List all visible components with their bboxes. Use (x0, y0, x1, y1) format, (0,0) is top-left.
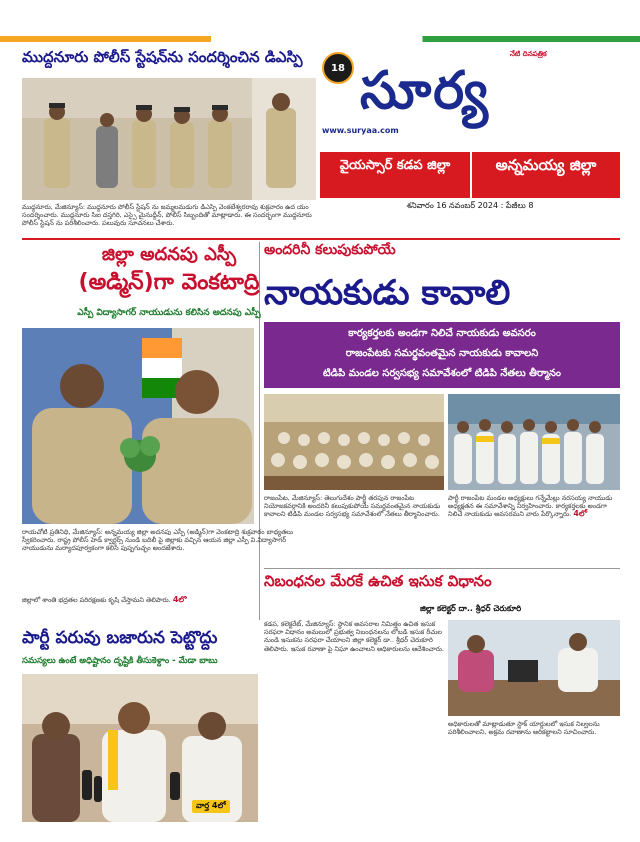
bottom-story-headline[interactable]: పార్టీ పరువు బజారున పెట్టొద్దు (22, 628, 218, 648)
main-story-kicker: అందరినీ కలుపుకుపోయే (264, 242, 396, 258)
continued-page-link[interactable]: వార్త 4లో (192, 800, 230, 813)
edition-label-annamayya: అన్నమయ్య జిల్లా (472, 152, 620, 198)
left-story-subhead: ఎస్పీ విద్యాసాగర్ నాయుడును కలిసిన అదనపు ఎస్పీ (77, 308, 261, 318)
sand-story-byline: జిల్లా కలెక్టర్ దా.. శ్రీధర్ చెరుకూరి (420, 604, 522, 613)
continued-page-link[interactable]: 4లో (172, 596, 187, 604)
press-meet-photo (22, 674, 258, 822)
main-story-body-left: రాజంపేట, మేజిన్యూస్: తెలుగుదేశం పార్టీ తరపున రాజంపేట నియోజకవర్గానికి అందరినీ కలుపుకుపోయే సమర్థవంతమైన నాయకుడు కావాలని టిడిపి మండల సర్వసభ్య సమావేశంలో నేతలు తీర్మానించారు. (264, 494, 441, 519)
main-story-body-right-container (448, 494, 620, 570)
lead-story-photo (22, 78, 316, 200)
left-story-headline-line2[interactable]: (అడ్మిన్)గా వెంకటాద్రి (78, 270, 260, 295)
main-story-headline[interactable]: నాయకుడు కావాలి (264, 273, 511, 313)
dateline: శనివారం 16 నవంబర్ 2024 : పేజీలు 8 (406, 201, 534, 210)
left-story-headline-line1[interactable]: జిల్లా అదనపు ఎస్పీ (101, 244, 237, 265)
main-story-highlights (264, 322, 620, 388)
left-story-photo (22, 328, 254, 524)
main-story-body-right: పార్టీ రాజంపేట మండల అధ్యక్షులు గన్నేమేల్లు నరసయ్య నాయుడు అధ్యక్షతన ఈ సమావేశాన్ని నిర్వహించారు. కార్యకర్తలకు అండగా నిలిచే నాయకుడు అవసరమని వారు పేర్కొన్నారు. (448, 494, 613, 519)
continued-page-link[interactable]: 4లో (573, 509, 588, 519)
section-divider (264, 568, 620, 569)
masthead-tagline: నేటి దినపత్రిక (510, 50, 547, 58)
officers-greeting-illustration (22, 328, 254, 524)
meeting-hall-illustration (264, 394, 444, 490)
highlight-line: రాజంపేటకు సమర్థవంతమైన నాయకుడు కావాలని (345, 348, 539, 359)
party-leaders-photo (448, 394, 620, 490)
top-color-rule (0, 36, 640, 42)
section-divider (22, 238, 620, 240)
highlight-line: కార్యకర్తలకు అండగా నిలిచే నాయకుడు అవసరం (348, 328, 536, 339)
highlight-line: టిడిపి మండల సర్వసభ్య సమావేశంలో టిడిపి నేతలు తీర్మానం (323, 368, 561, 379)
edition-label-kadapa: వైయస్సార్ కడప జిల్లా (320, 152, 470, 198)
collector-meeting-illustration (448, 620, 620, 716)
bottom-story-subhead: సమస్యలు ఉంటే అధిష్టానం దృష్టికి తీసుకెళ్దాం - మేడా బాబు (22, 656, 218, 666)
party-leaders-illustration (448, 394, 620, 490)
lead-story-headline[interactable]: ముద్దనూరు పోలీస్ స్టేషన్‌ను సందర్శించిన డిఎస్పి (22, 48, 303, 66)
meeting-hall-photo (264, 394, 444, 490)
left-story-body-more: జిల్లాలో శాంతి భద్రతల పరిరక్షణకు కృషి చేస్తామని తెలిపారు. (22, 596, 171, 604)
police-visit-illustration (22, 78, 316, 200)
left-story-body: రాయచోటి ప్రతినిధి, మేజిన్యూస్: అన్నమయ్య జిల్లా అదనపు ఎస్పీ (అడ్మిన్)గా వెంకటాద్రి శుక్రవారం బాధ్యతలు స్వీకరించారు. రాష్ట్ర పోలీస్ హెడ్ క్వార్టర్స్ నుండి బదిలీ పై జిల్లాకు వచ్చిన ఆయన జిల్లా ఎస్పీ వి.విద్యాసాగర్ నాయుడును మర్యాదపూర్వకంగా కలిసి పుష్పగుచ్ఛం అందజేశారు. (22, 528, 294, 553)
collector-meeting-photo (448, 620, 620, 716)
sand-story-headline[interactable]: నిబంధనల మేరకే ఉచిత ఇసుక విధానం (264, 572, 492, 590)
masthead-logo[interactable]: సూర్య (360, 60, 490, 121)
sand-story-body: కడప, కలెక్టరేట్, మేజిన్యూస్: స్థానిక అవసరాల నిమిత్తం ఉచిత ఇసుక సరఫరా విధానం అమలులో ప్రభుత్వ నిబంధనలను లోబడి ఇసుక రీచుల నుండి ఇసుకను సరఫరా చేయాలని జిల్లా కలెక్టర్ డా.. శ్రీధర్ చెరుకూరి తెలిపారు. ఇసుక రవాణా పై నిఘా ఉంచాలని అధికారులను ఆదేశించారు. (264, 620, 444, 653)
website-link[interactable]: www.suryaa.com (322, 126, 399, 135)
lead-story-caption: ముద్దనూరు, మేజిన్యూస్: ముద్దనూరు పోలీస్ స్టేషన్ ను జమ్మలమడుగు డిఎస్పి వెంకటేశ్వరరావు శుక్రవారం ఉద యం సందర్శించారు. ముద్దనూరు సిఐ దస్తగిరి, ఎస్సై మైనుద్దీన్, పోలీస్ సిబ్బందితో మాట్లాడారు. ఈ సందర్భంగా ముద్దనూరు పోలీస్ స్టేషన్ ను పరిశీలించారు. పలువురు సూచనలు చేశారు. (22, 203, 312, 227)
sand-story-body-continued: అధికారులతో మాట్లాడుతూ స్టాక్ యార్డులలో ఇసుక నిల్వలను పరిశీలించాలని, అక్రమ రవాణాను అరికట్టాలని సూచించారు. (448, 720, 600, 737)
left-story-body-continued (22, 596, 316, 618)
anniversary-badge: 18 (322, 52, 354, 84)
